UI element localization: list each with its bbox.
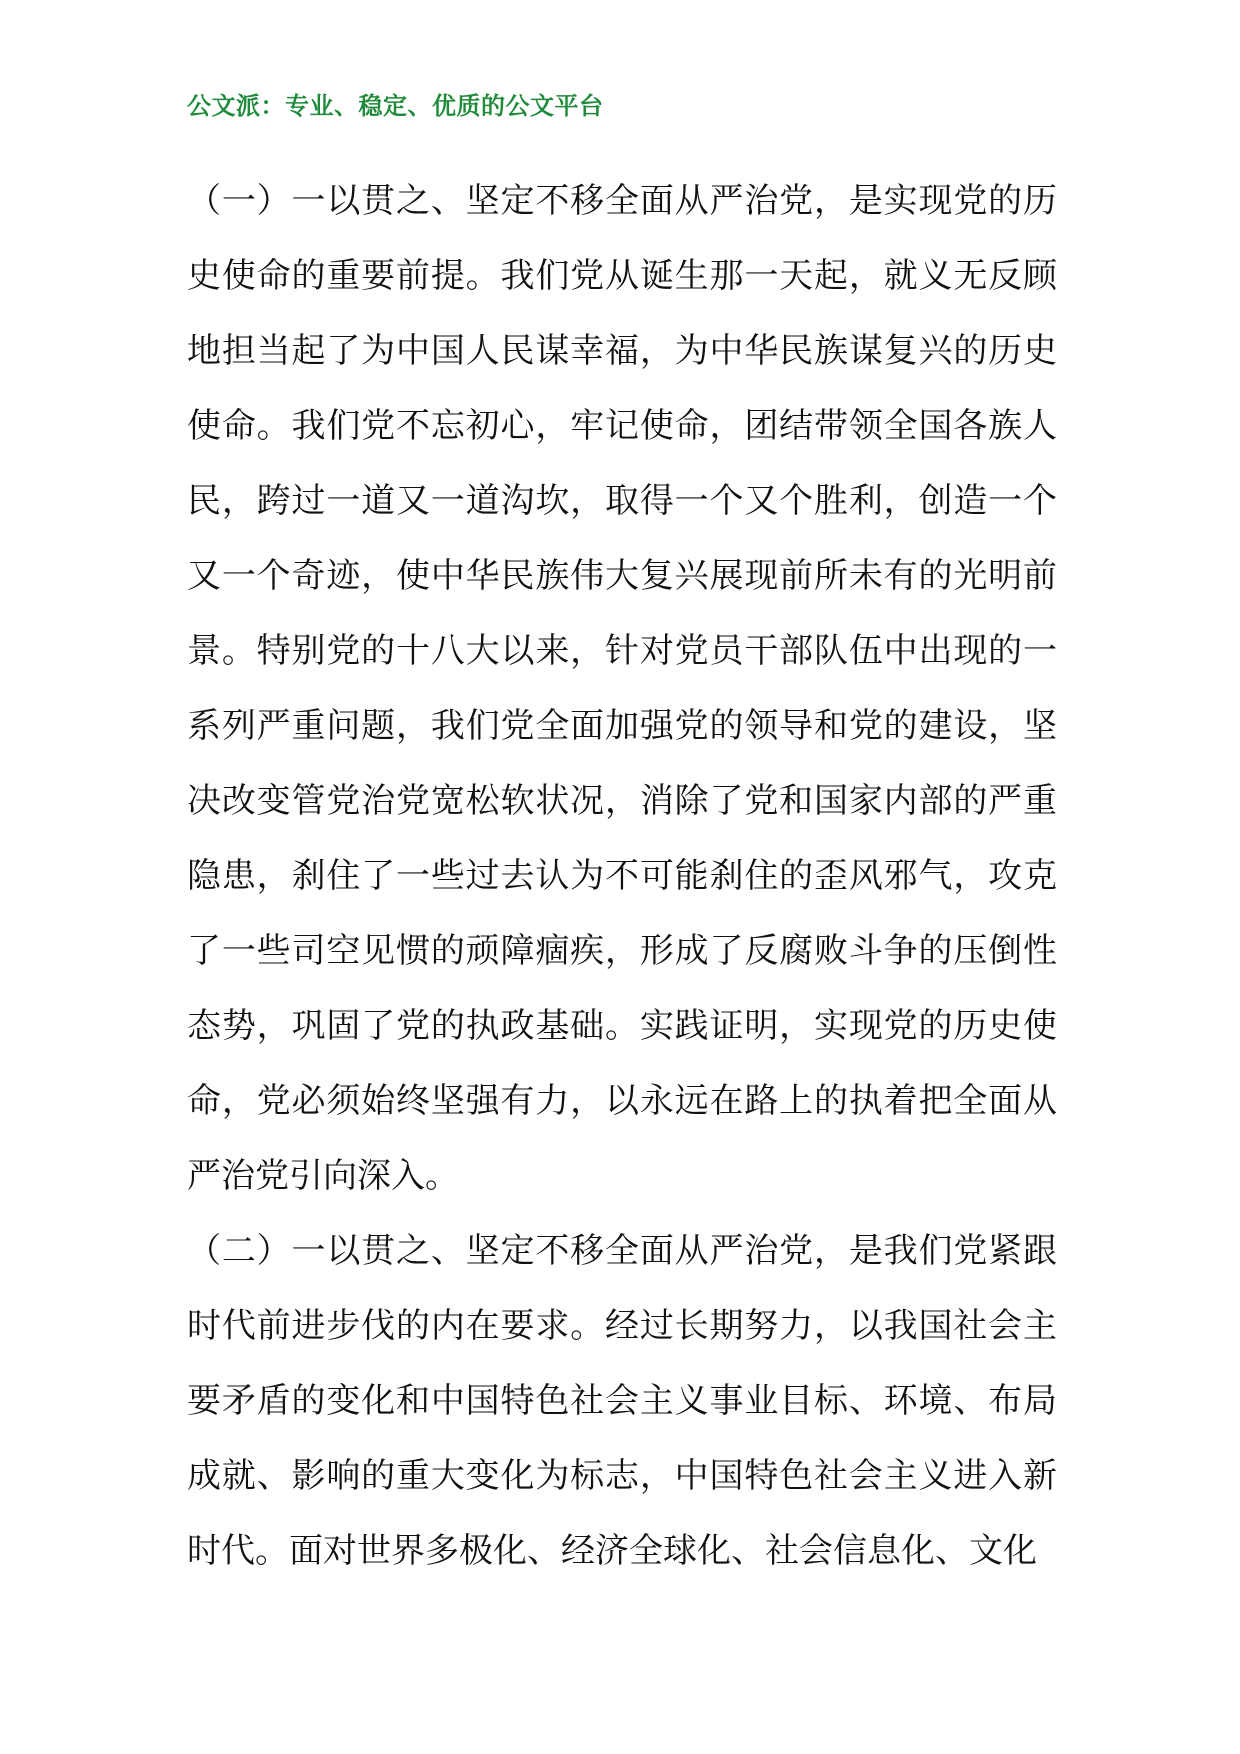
header-banner: 公文派：专业、稳定、优质的公文平台 xyxy=(187,92,604,120)
paragraph-2: （二）一以贯之、坚定不移全面从严治党，是我们党紧跟时代前进步伐的内在要求。经过长期努力，以我国社会主要矛盾的变化和中国特色社会主义事业目标、环境、布局成就、影响的重大变化为标志，中国特色社会主义进入新时代。面对世界多极化、经济全球化、社会信息化、文化 xyxy=(187,1231,1057,1571)
paragraph-1: （一）一以贯之、坚定不移全面从严治党，是实现党的历史使命的重要前提。我们党从诞生那一天起，就义无反顾地担当起了为中国人民谋幸福，为中华民族谋复兴的历史使命。我们党不忘初心，牢记使命，团结带领全国各族人民，跨过一道又一道沟坎，取得一个又个胜利，创造一个又一个奇迹，使中华民族伟大复兴展现前所未有的光明前景。特别党的十八大以来，针对党员干部队伍中出现的一系列严重问题，我们党全面加强党的领导和党的建设，坚决改变管党治党宽松软状况，消除了党和国家内部的严重隐患，刹住了一些过去认为不可能刹住的歪风邪气，攻克了一些司空见惯的顽障痼疾，形成了反腐败斗争的压倒性态势，巩固了党的执政基础。实践证明，实现党的历史使命，党必须始终坚强有力，以永远在路上的执着把全面从严治党引向深入。 xyxy=(187,181,1057,1196)
document-body xyxy=(187,164,1057,1589)
